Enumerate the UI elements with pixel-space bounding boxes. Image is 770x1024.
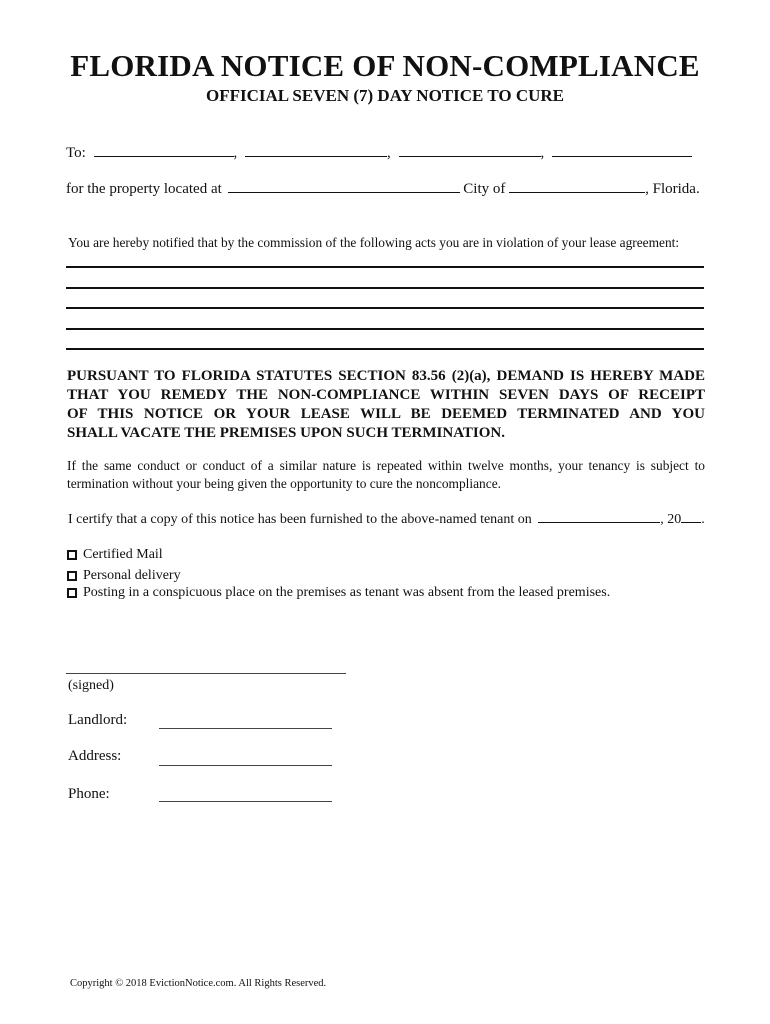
- violation-intro: You are hereby notified that by the commission of the following acts you are in violation of your lease agreement:: [68, 235, 680, 250]
- recipient-3-field[interactable]: [399, 142, 541, 157]
- document-subtitle: OFFICIAL SEVEN (7) DAY NOTICE TO CURE: [205, 86, 564, 105]
- recipient-2-field[interactable]: [245, 142, 387, 157]
- repeat-line: termination without your being given the opportunity to cure the noncompliance.: [67, 476, 501, 491]
- property-label: for the property located at: [66, 181, 222, 197]
- demand-line: OF THIS NOTICE OR YOUR LEASE WILL BE DEEMED TERMINATED AND YOU: [67, 406, 705, 422]
- phone-label: Phone:: [68, 786, 110, 802]
- repeat-conduct-paragraph: [67, 457, 705, 493]
- address-field[interactable]: [159, 765, 332, 766]
- demand-line: THAT YOU REMEDY THE NON-COMPLIANCE WITHIN SEVEN DAYS OF RECEIPT: [67, 387, 705, 403]
- checkbox[interactable]: [67, 588, 77, 598]
- delivery-option-label: Posting in a conspicuous place on the premises as tenant was absent from the leased premises.: [83, 585, 611, 600]
- signature-line[interactable]: [66, 673, 346, 674]
- signed-label: (signed): [68, 678, 114, 693]
- violation-line-3[interactable]: [66, 307, 704, 309]
- violation-line-2[interactable]: [66, 287, 704, 289]
- certify-line: [68, 508, 705, 528]
- demand-line: PURSUANT TO FLORIDA STATUTES SECTION 83.56 (2)(a), DEMAND IS HEREBY MADE: [67, 368, 705, 384]
- certify-text: I certify that a copy of this notice has been furnished to the above-named tenant on: [68, 512, 532, 527]
- statute-demand-paragraph: [67, 367, 705, 443]
- repeat-line: If the same conduct or conduct of a similar nature is repeated within twelve months, your tenancy is subject to: [67, 458, 705, 473]
- recipients-label: To:: [66, 145, 86, 161]
- year-field[interactable]: [681, 508, 701, 523]
- recipient-separator: ,: [233, 145, 238, 161]
- state-suffix: , Florida.: [645, 181, 700, 197]
- year-prefix: , 20: [660, 512, 682, 527]
- recipients-line: [66, 142, 692, 162]
- recipient-separator: ,: [387, 145, 391, 161]
- delivery-option-personal-delivery[interactable]: [67, 568, 181, 584]
- delivery-option-label: Personal delivery: [83, 568, 181, 583]
- delivery-option-label: Certified Mail: [83, 547, 163, 562]
- city-label: City of: [463, 181, 506, 197]
- landlord-label: Landlord:: [68, 712, 128, 728]
- recipient-4-field[interactable]: [552, 142, 692, 157]
- document-title: FLORIDA NOTICE OF NON-COMPLIANCE: [70, 48, 700, 83]
- checkbox[interactable]: [67, 550, 77, 560]
- landlord-field[interactable]: [159, 728, 332, 729]
- demand-line: SHALL VACATE THE PREMISES UPON SUCH TERMINATION.: [67, 425, 506, 441]
- address-label: Address:: [68, 748, 122, 764]
- violation-line-4[interactable]: [66, 328, 704, 330]
- recipient-1-field[interactable]: [94, 142, 234, 157]
- property-line: [66, 178, 700, 198]
- violation-line-5[interactable]: [66, 348, 704, 350]
- recipient-separator: ,: [540, 145, 545, 161]
- furnished-date-field[interactable]: [538, 508, 660, 523]
- certify-end: .: [701, 512, 705, 527]
- violation-line-1[interactable]: [66, 266, 704, 268]
- checkbox[interactable]: [67, 571, 77, 581]
- property-address-field[interactable]: [228, 178, 460, 193]
- delivery-option-posting[interactable]: [67, 585, 610, 601]
- copyright-footer: Copyright © 2018 EvictionNotice.com. All Rights Reserved.: [70, 978, 327, 989]
- city-field[interactable]: [509, 178, 645, 193]
- delivery-option-certified-mail[interactable]: [67, 547, 163, 563]
- phone-field[interactable]: [159, 801, 332, 802]
